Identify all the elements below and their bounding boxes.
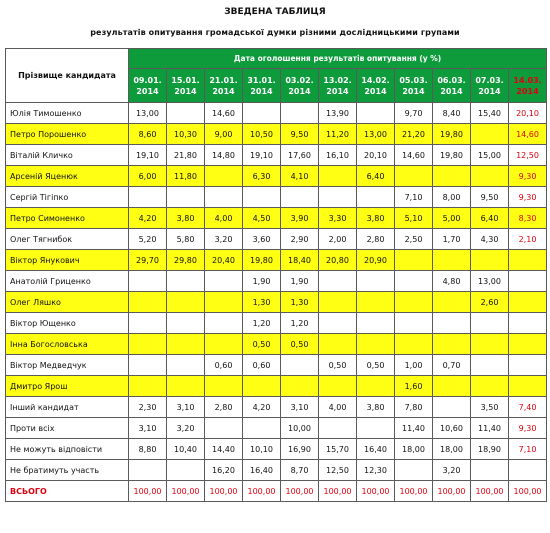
total-label: ВСЬОГО xyxy=(6,481,129,502)
percent-cell: 4,50 xyxy=(243,208,281,229)
percent-cell: 2,80 xyxy=(205,397,243,418)
percent-cell xyxy=(205,334,243,355)
percent-cell xyxy=(319,376,357,397)
percent-cell xyxy=(395,334,433,355)
percent-cell xyxy=(357,271,395,292)
percent-cell: 6,00 xyxy=(129,166,167,187)
percent-cell xyxy=(357,187,395,208)
percent-cell xyxy=(281,355,319,376)
percent-cell: 11,20 xyxy=(319,124,357,145)
percent-cell xyxy=(129,460,167,481)
percent-cell: 0,50 xyxy=(319,355,357,376)
percent-cell xyxy=(167,460,205,481)
percent-cell xyxy=(395,313,433,334)
candidate-name: Інший кандидат xyxy=(6,397,129,418)
percent-cell xyxy=(509,313,547,334)
percent-cell xyxy=(281,187,319,208)
percent-cell xyxy=(167,292,205,313)
percent-cell xyxy=(129,187,167,208)
table-row xyxy=(6,124,547,145)
percent-cell: 10,40 xyxy=(167,439,205,460)
total-cell: 100,00 xyxy=(433,481,471,502)
percent-cell: 19,80 xyxy=(433,145,471,166)
percent-cell xyxy=(395,460,433,481)
percent-cell: 4,10 xyxy=(281,166,319,187)
date-day: 06.03. xyxy=(437,75,466,85)
percent-cell: 8,80 xyxy=(129,439,167,460)
percent-cell: 11,40 xyxy=(395,418,433,439)
percent-cell: 3,10 xyxy=(281,397,319,418)
table-row xyxy=(6,292,547,313)
percent-cell xyxy=(433,166,471,187)
percent-cell: 3,10 xyxy=(167,397,205,418)
table-row xyxy=(6,376,547,397)
date-year: 2014 xyxy=(478,86,501,96)
percent-cell: 9,30 xyxy=(509,166,547,187)
percent-cell: 19,10 xyxy=(243,145,281,166)
total-cell: 100,00 xyxy=(243,481,281,502)
date-year: 2014 xyxy=(174,86,197,96)
percent-cell: 21,80 xyxy=(167,145,205,166)
percent-cell: 19,80 xyxy=(433,124,471,145)
date-header xyxy=(357,69,395,103)
total-row xyxy=(6,481,547,502)
date-header xyxy=(129,69,167,103)
percent-cell: 10,50 xyxy=(243,124,281,145)
percent-cell: 29,80 xyxy=(167,250,205,271)
percent-cell: 20,90 xyxy=(357,250,395,271)
percent-cell xyxy=(129,292,167,313)
percent-cell xyxy=(471,355,509,376)
percent-cell: 13,90 xyxy=(319,103,357,124)
percent-cell: 14,40 xyxy=(205,439,243,460)
candidate-name: Анатолій Гриценко xyxy=(6,271,129,292)
total-cell: 100,00 xyxy=(167,481,205,502)
percent-cell: 2,90 xyxy=(281,229,319,250)
percent-cell: 5,80 xyxy=(167,229,205,250)
total-cell: 100,00 xyxy=(205,481,243,502)
percent-cell: 7,40 xyxy=(509,397,547,418)
percent-cell: 16,20 xyxy=(205,460,243,481)
percent-cell xyxy=(319,313,357,334)
candidate-name-header: Прізвище кандидата xyxy=(6,49,129,103)
date-header xyxy=(167,69,205,103)
percent-cell xyxy=(471,376,509,397)
percent-cell xyxy=(167,313,205,334)
date-year: 2014 xyxy=(288,86,311,96)
date-year: 2014 xyxy=(250,86,273,96)
date-day: 21.01. xyxy=(209,75,238,85)
percent-cell xyxy=(471,166,509,187)
date-year: 2014 xyxy=(440,86,463,96)
percent-cell: 1,30 xyxy=(243,292,281,313)
percent-cell xyxy=(509,334,547,355)
date-header xyxy=(509,69,547,103)
percent-cell xyxy=(471,124,509,145)
percent-cell xyxy=(433,397,471,418)
percent-cell: 4,20 xyxy=(243,397,281,418)
percent-cell: 0,70 xyxy=(433,355,471,376)
table-row xyxy=(6,145,547,166)
percent-cell: 16,40 xyxy=(243,460,281,481)
percent-cell xyxy=(243,103,281,124)
date-header xyxy=(471,69,509,103)
candidate-name: Арсеній Яценюк xyxy=(6,166,129,187)
percent-cell xyxy=(509,292,547,313)
percent-cell xyxy=(167,103,205,124)
percent-cell: 14,60 xyxy=(509,124,547,145)
percent-cell: 8,00 xyxy=(433,187,471,208)
percent-cell xyxy=(433,376,471,397)
percent-cell: 13,00 xyxy=(471,271,509,292)
percent-cell: 5,20 xyxy=(129,229,167,250)
percent-cell xyxy=(471,334,509,355)
percent-cell: 12,30 xyxy=(357,460,395,481)
percent-cell xyxy=(471,250,509,271)
percent-cell xyxy=(129,313,167,334)
percent-cell xyxy=(319,187,357,208)
percent-cell: 1,20 xyxy=(243,313,281,334)
percent-cell: 18,00 xyxy=(433,439,471,460)
date-year: 2014 xyxy=(364,86,387,96)
total-cell: 100,00 xyxy=(281,481,319,502)
percent-cell: 13,00 xyxy=(357,124,395,145)
table-row xyxy=(6,103,547,124)
percent-cell: 1,60 xyxy=(395,376,433,397)
percent-cell: 3,50 xyxy=(471,397,509,418)
percent-cell xyxy=(433,292,471,313)
percent-cell: 2,00 xyxy=(319,229,357,250)
total-cell: 100,00 xyxy=(471,481,509,502)
candidate-name: Дмитро Ярош xyxy=(6,376,129,397)
document-subtitle: результатів опитування громадської думки різними дослідницькими групами xyxy=(90,28,460,37)
percent-cell: 8,60 xyxy=(129,124,167,145)
percent-cell xyxy=(281,103,319,124)
candidate-name: Не можуть відповісти xyxy=(6,439,129,460)
percent-cell xyxy=(205,376,243,397)
percent-cell: 18,40 xyxy=(281,250,319,271)
date-header xyxy=(243,69,281,103)
percent-cell xyxy=(205,166,243,187)
percent-cell xyxy=(471,313,509,334)
percent-cell xyxy=(129,271,167,292)
percent-cell: 3,80 xyxy=(357,397,395,418)
date-day: 09.01. xyxy=(133,75,162,85)
percent-cell xyxy=(357,103,395,124)
date-day: 03.02. xyxy=(285,75,314,85)
percent-cell: 21,20 xyxy=(395,124,433,145)
table-row xyxy=(6,334,547,355)
table-row xyxy=(6,229,547,250)
percent-cell xyxy=(129,355,167,376)
percent-cell: 15,00 xyxy=(471,145,509,166)
percent-cell: 16,10 xyxy=(319,145,357,166)
percent-cell: 8,70 xyxy=(281,460,319,481)
table-row xyxy=(6,271,547,292)
percent-cell: 2,10 xyxy=(509,229,547,250)
percent-cell xyxy=(357,313,395,334)
date-year: 2014 xyxy=(326,86,349,96)
date-header xyxy=(281,69,319,103)
percent-cell xyxy=(357,418,395,439)
percent-cell: 1,30 xyxy=(281,292,319,313)
percent-cell: 17,60 xyxy=(281,145,319,166)
total-cell: 100,00 xyxy=(319,481,357,502)
percent-cell: 3,10 xyxy=(129,418,167,439)
percent-cell: 16,40 xyxy=(357,439,395,460)
percent-cell: 6,40 xyxy=(471,208,509,229)
table-row xyxy=(6,460,547,481)
percent-cell: 3,30 xyxy=(319,208,357,229)
percent-cell xyxy=(243,187,281,208)
percent-cell xyxy=(319,166,357,187)
date-header xyxy=(395,69,433,103)
percent-cell: 2,60 xyxy=(471,292,509,313)
percent-cell: 3,20 xyxy=(433,460,471,481)
percent-cell: 16,90 xyxy=(281,439,319,460)
table-body xyxy=(6,103,547,502)
candidate-name: Віктор Ющенко xyxy=(6,313,129,334)
percent-cell xyxy=(471,460,509,481)
percent-cell: 9,30 xyxy=(509,418,547,439)
total-cell: 100,00 xyxy=(129,481,167,502)
percent-cell: 3,20 xyxy=(205,229,243,250)
document-title: ЗВЕДЕНА ТАБЛИЦЯ xyxy=(224,7,326,17)
percent-cell: 0,50 xyxy=(357,355,395,376)
percent-cell: 4,00 xyxy=(205,208,243,229)
percent-cell: 18,00 xyxy=(395,439,433,460)
date-day: 31.01. xyxy=(247,75,276,85)
total-cell: 100,00 xyxy=(395,481,433,502)
percent-cell xyxy=(129,376,167,397)
percent-cell xyxy=(319,271,357,292)
date-day: 14.02. xyxy=(361,75,390,85)
candidate-name: Петро Симоненко xyxy=(6,208,129,229)
percent-cell: 0,60 xyxy=(243,355,281,376)
percent-cell xyxy=(243,418,281,439)
candidate-name: Олег Ляшко xyxy=(6,292,129,313)
percent-cell: 12,50 xyxy=(509,145,547,166)
percent-cell xyxy=(319,334,357,355)
percent-cell: 11,80 xyxy=(167,166,205,187)
table-row xyxy=(6,187,547,208)
table-row xyxy=(6,166,547,187)
date-day: 07.03. xyxy=(475,75,504,85)
candidate-name: Віктор Медведчук xyxy=(6,355,129,376)
percent-cell xyxy=(395,271,433,292)
percent-cell: 9,50 xyxy=(471,187,509,208)
percent-cell xyxy=(205,313,243,334)
percent-cell: 19,80 xyxy=(243,250,281,271)
percent-cell: 14,60 xyxy=(205,103,243,124)
percent-cell: 15,40 xyxy=(471,103,509,124)
percent-cell xyxy=(509,250,547,271)
percent-cell: 4,80 xyxy=(433,271,471,292)
table-row xyxy=(6,355,547,376)
percent-cell: 9,00 xyxy=(205,124,243,145)
percent-cell: 8,30 xyxy=(509,208,547,229)
percent-cell xyxy=(395,292,433,313)
percent-cell: 7,80 xyxy=(395,397,433,418)
candidate-name: Сергій Тігіпко xyxy=(6,187,129,208)
percent-cell xyxy=(167,376,205,397)
candidate-name: Віктор Янукович xyxy=(6,250,129,271)
percent-cell xyxy=(357,334,395,355)
candidate-name: Петро Порошенко xyxy=(6,124,129,145)
percent-cell: 2,30 xyxy=(129,397,167,418)
percent-cell: 4,30 xyxy=(471,229,509,250)
percent-cell: 18,90 xyxy=(471,439,509,460)
percent-cell xyxy=(509,460,547,481)
date-day: 05.03. xyxy=(399,75,428,85)
percent-cell xyxy=(433,313,471,334)
table-row xyxy=(6,439,547,460)
percent-cell: 0,50 xyxy=(281,334,319,355)
percent-cell: 7,10 xyxy=(395,187,433,208)
date-header xyxy=(433,69,471,103)
date-year: 2014 xyxy=(212,86,235,96)
date-day: 13.02. xyxy=(323,75,352,85)
percent-cell xyxy=(395,250,433,271)
percent-cell: 19,10 xyxy=(129,145,167,166)
percent-cell: 7,10 xyxy=(509,439,547,460)
percent-cell xyxy=(319,418,357,439)
percent-cell: 14,60 xyxy=(395,145,433,166)
candidate-name: Юлія Тимошенко xyxy=(6,103,129,124)
percent-cell: 9,30 xyxy=(509,187,547,208)
percent-cell: 5,00 xyxy=(433,208,471,229)
percent-cell: 11,40 xyxy=(471,418,509,439)
percent-cell xyxy=(281,376,319,397)
percent-cell xyxy=(205,292,243,313)
percent-cell: 2,80 xyxy=(357,229,395,250)
percent-cell xyxy=(243,376,281,397)
percent-cell xyxy=(205,418,243,439)
candidate-name: Інна Богословська xyxy=(6,334,129,355)
table-row xyxy=(6,397,547,418)
percent-cell: 10,10 xyxy=(243,439,281,460)
poll-summary-table xyxy=(5,48,547,502)
percent-cell: 29,70 xyxy=(129,250,167,271)
percent-cell: 1,70 xyxy=(433,229,471,250)
percent-cell: 3,80 xyxy=(357,208,395,229)
date-day: 15.01. xyxy=(171,75,200,85)
percent-cell: 10,00 xyxy=(281,418,319,439)
percent-cell: 20,10 xyxy=(509,103,547,124)
date-year: 2014 xyxy=(402,86,425,96)
table-row xyxy=(6,250,547,271)
percent-cell xyxy=(509,271,547,292)
percent-cell: 10,60 xyxy=(433,418,471,439)
percent-cell: 1,90 xyxy=(281,271,319,292)
percent-cell: 14,80 xyxy=(205,145,243,166)
percent-cell xyxy=(319,292,357,313)
percent-cell: 8,40 xyxy=(433,103,471,124)
percent-cell: 3,90 xyxy=(281,208,319,229)
date-year: 2014 xyxy=(136,86,159,96)
percent-cell: 15,70 xyxy=(319,439,357,460)
percent-cell: 0,60 xyxy=(205,355,243,376)
total-cell: 100,00 xyxy=(357,481,395,502)
percent-cell xyxy=(205,187,243,208)
table-row xyxy=(6,208,547,229)
candidate-name: Віталій Кличко xyxy=(6,145,129,166)
percent-cell: 1,00 xyxy=(395,355,433,376)
date-day: 14.03. xyxy=(513,75,542,85)
percent-cell: 1,20 xyxy=(281,313,319,334)
percent-cell: 6,40 xyxy=(357,166,395,187)
total-cell: 100,00 xyxy=(509,481,547,502)
percent-cell: 1,90 xyxy=(243,271,281,292)
candidate-name: Проти всіх xyxy=(6,418,129,439)
percent-cell xyxy=(357,376,395,397)
percent-cell xyxy=(509,355,547,376)
date-year: 2014 xyxy=(516,86,539,96)
percent-cell: 3,20 xyxy=(167,418,205,439)
percent-cell: 13,00 xyxy=(129,103,167,124)
percent-cell xyxy=(357,292,395,313)
percent-cell xyxy=(395,166,433,187)
percent-cell: 20,80 xyxy=(319,250,357,271)
percent-cell: 20,40 xyxy=(205,250,243,271)
candidate-name: Не братимуть участь xyxy=(6,460,129,481)
percent-cell xyxy=(167,187,205,208)
percent-cell xyxy=(129,334,167,355)
poll-date-group-header: Дата оголошення результатів опитування (у %) xyxy=(129,49,547,69)
percent-cell: 4,20 xyxy=(129,208,167,229)
percent-cell: 2,50 xyxy=(395,229,433,250)
percent-cell: 3,80 xyxy=(167,208,205,229)
percent-cell: 4,00 xyxy=(319,397,357,418)
candidate-name: Олег Тягнибок xyxy=(6,229,129,250)
percent-cell: 10,30 xyxy=(167,124,205,145)
percent-cell: 6,30 xyxy=(243,166,281,187)
percent-cell xyxy=(167,355,205,376)
percent-cell: 5,10 xyxy=(395,208,433,229)
percent-cell: 20,10 xyxy=(357,145,395,166)
percent-cell: 3,60 xyxy=(243,229,281,250)
table-row xyxy=(6,313,547,334)
percent-cell: 12,50 xyxy=(319,460,357,481)
percent-cell: 9,50 xyxy=(281,124,319,145)
percent-cell xyxy=(205,271,243,292)
percent-cell xyxy=(167,271,205,292)
date-header xyxy=(319,69,357,103)
percent-cell xyxy=(167,334,205,355)
percent-cell xyxy=(433,334,471,355)
percent-cell: 0,50 xyxy=(243,334,281,355)
percent-cell: 9,70 xyxy=(395,103,433,124)
table-row xyxy=(6,418,547,439)
percent-cell xyxy=(433,250,471,271)
percent-cell xyxy=(509,376,547,397)
date-header xyxy=(205,69,243,103)
